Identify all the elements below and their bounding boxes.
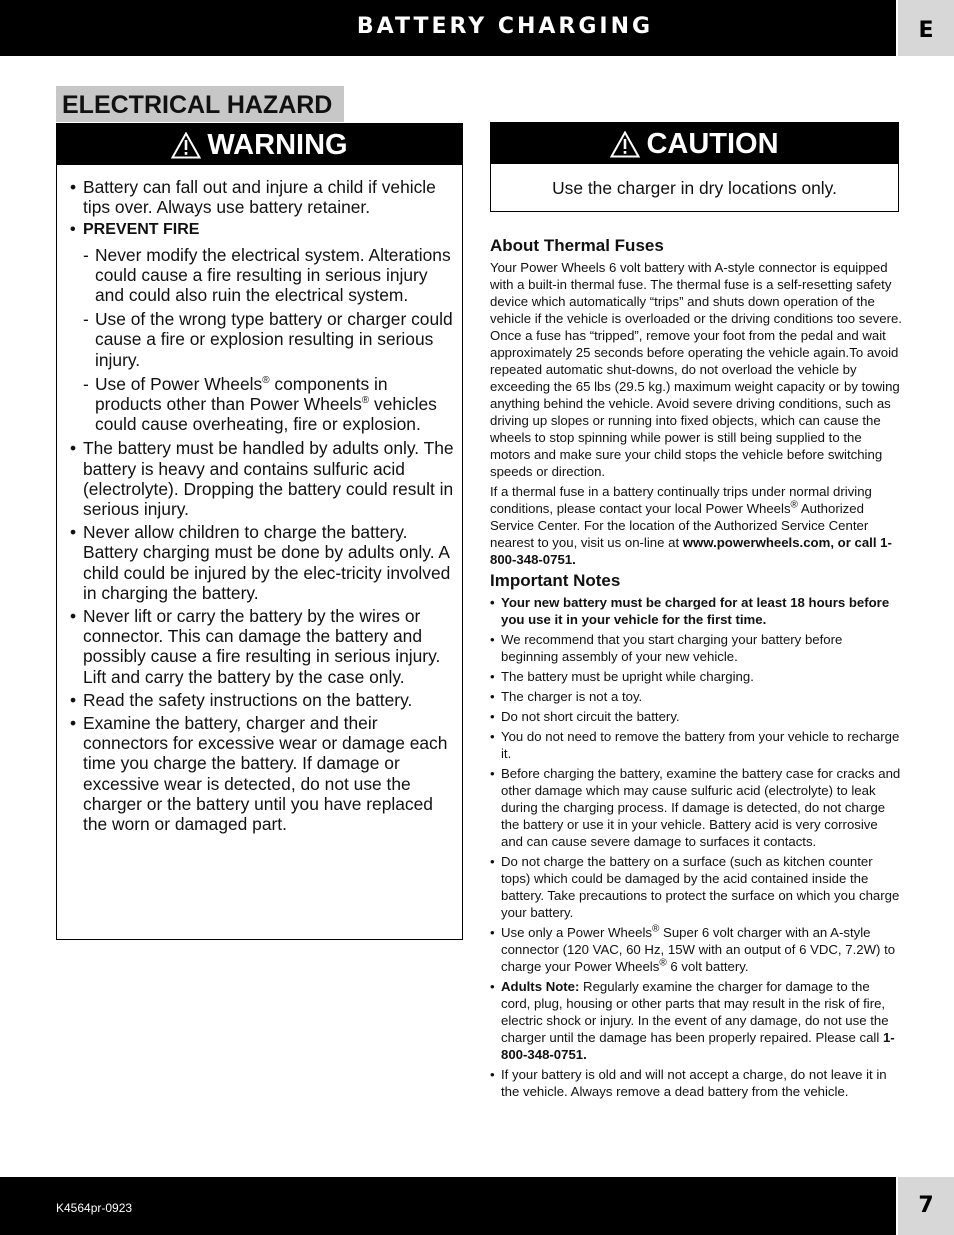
note-text: Your new battery must be charged for at least 18 hours before you use it in your vehicle for the first time. (501, 595, 890, 627)
warning-banner (57, 124, 462, 165)
note-text: Super 6 volt charger with an A-style connector (120 VAC, 60 Hz, 15W with an output of 6 VDC, 7.2W) to charge your Power Wheels (501, 925, 896, 974)
note-text: 6 volt battery. (666, 959, 749, 974)
page-number: 7 (898, 1177, 954, 1235)
note-text: Use only a Power Wheels (501, 925, 652, 940)
right-column (490, 236, 902, 1103)
dash-text: components in products other than Power Wheels (95, 373, 388, 415)
registered-mark: ® (659, 957, 667, 969)
note-item: • Your new battery must be charged for at least 18 hours before you use it in your vehicle for the first time. (490, 595, 890, 627)
warning-title: WARNING (207, 129, 348, 161)
contact-info: www.powerwheels.com, or call 1-800-348-0751. (490, 535, 892, 567)
caution-banner (491, 123, 898, 164)
note-item: • If your battery is old and will not accept a charge, do not leave it in the vehicle. Always remove a dead battery from the vehicle. (490, 1067, 887, 1099)
warning-bullet: • PREVENT FIRE (70, 221, 200, 239)
note-text: Regularly examine the charger for damage to the cord, plug, housing or other parts that may result in the risk of fire, electric shock or injury. In the event of any damage, do not use the charger until the damage has been properly repaired. Please call (501, 979, 889, 1045)
registered-mark: ® (652, 923, 660, 935)
thermal-paragraph: Your Power Wheels 6 volt battery with A-style connector is equipped with a built-in thermal fuse. The thermal fuse is a self-resetting safety device which automatically “trips” and shuts down operation of the vehicle if the vehicle is overloaded or the driving conditions too severe. Once a fuse has “tripped”, remove your foot from the pedal and wait approximately 25 seconds before operating the vehicle again.To avoid repeated automatic shut-downs, do not overload the vehicle by exceeding the 65 lbs (29.5 kg.) maximum weight capacity or by towing anything behind the vehicle. Avoid severe driving conditions, such as driving up slopes or running into fixed objects, which can cause the wheels to stop spinning while power is still being supplied to the motors and make sure your child stops the vehicle before switching speeds or direction. (490, 260, 902, 479)
bullet-text: Examine the battery, charger and their connectors for excessive wear or damage each time you charge the battery. If damage or excessive wear is detected, do not use the charger or the battery until you have replaced the worn or damaged part. (83, 713, 448, 835)
bullet-text: Read the safety instructions on the battery. (83, 689, 413, 710)
note-item: • Before charging the battery, examine the battery case for cracks and other damage which may cause sulfuric acid (electrolyte) to leak during the charging process. If damage is detected, do not charge the battery or use it in your vehicle. Battery acid is very corrosive and can cause severe damage to surfaces it contacts. (490, 766, 901, 849)
registered-mark: ® (262, 375, 270, 387)
bullet-text: Never allow children to charge the battery. Battery charging must be done by adults only. A child could be injured by the elec-tricity involved in charging the battery. (83, 522, 451, 603)
note-text: You do not need to remove the battery from your vehicle to recharge it. (501, 729, 900, 761)
registered-mark: ® (790, 499, 798, 511)
note-text: Before charging the battery, examine the battery case for cracks and other damage which may cause sulfuric acid (electrolyte) to leak during the charging process. If damage is detected, do not charge the battery or use it in your vehicle. Battery acid is very corrosive and can cause severe damage to surfaces it contacts. (501, 766, 901, 849)
phone-number: 1-800-348-0751. (501, 1030, 895, 1062)
registered-mark: ® (361, 395, 370, 407)
para-text: Authorized Service Center. For the location of the Authorized Service Center nearest to you, visit us on-line at (490, 501, 869, 550)
warning-bullet: • Never allow children to charge the battery. Battery charging must be done by adults only. A child could be injured by the elec-tricity involved in charging the battery. (70, 522, 451, 603)
note-text: Do not short circuit the battery. (501, 709, 680, 724)
bullet-text: Never lift or carry the battery by the wires or connector. This can damage the battery and possibly cause a fire resulting in serious injury. Lift and carry the battery by the case only. (83, 606, 441, 687)
footer-bar (0, 1177, 896, 1235)
note-item: • The charger is not a toy. (490, 689, 643, 704)
note-text: The battery must be upright while charging. (501, 669, 754, 684)
para-text: If a thermal fuse in a battery continually trips under normal driving conditions, please contact your local Power Wheels (490, 484, 872, 516)
language-tab: E (898, 0, 954, 56)
warning-dash-item: - Use of Power Wheels® components in products other than Power Wheels® vehicles could cause overheating, fire or explosion. (83, 373, 437, 435)
note-item: • Do not short circuit the battery. (490, 709, 680, 724)
note-text: If your battery is old and will not accept a charge, do not leave it in the vehicle. Always remove a dead battery from the vehicle. (501, 1067, 887, 1099)
warning-dash-item: - Use of the wrong type battery or charger could cause a fire or explosion resulting in serious injury. (83, 309, 453, 370)
warning-content (57, 165, 462, 834)
bullet-text: Battery can fall out and injure a child if vehicle tips over. Always use battery retainer. (83, 177, 436, 218)
document-code: K4564pr-0923 (56, 1201, 133, 1215)
caution-title: CAUTION (646, 128, 779, 160)
note-text: Do not charge the battery on a surface (such as kitchen counter tops) which could be damaged by the acid contained inside the battery. Take precautions to protect the surface on which you charge your battery. (501, 854, 900, 920)
warning-box (56, 123, 463, 940)
warning-bullet: • Never lift or carry the battery by the wires or connector. This can damage the battery and possibly cause a fire resulting in serious injury. Lift and carry the battery by the case only. (70, 606, 441, 687)
caution-triangle-icon (610, 131, 640, 158)
note-item: • We recommend that you start charging your battery before beginning assembly of your new vehicle. (490, 632, 843, 664)
prevent-fire-heading: PREVENT FIRE (83, 221, 200, 239)
warning-bullet: • Battery can fall out and injure a child if vehicle tips over. Always use battery retainer. (70, 177, 436, 218)
note-item: • Adults Note: Regularly examine the charger for damage to the cord, plug, housing or other parts that may result in the risk of fire, electric shock or injury. In the event of any damage, do not use the charger until the damage has been properly repaired. Please call 1-800-348-0751. (490, 979, 895, 1062)
adults-note-label: Adults Note: (501, 979, 580, 994)
note-item: • You do not need to remove the battery from your vehicle to recharge it. (490, 729, 900, 761)
note-item: • The battery must be upright while charging. (490, 669, 754, 684)
hazard-label: ELECTRICAL HAZARD (56, 86, 344, 122)
note-text: We recommend that you start charging your battery before beginning assembly of your new vehicle. (501, 632, 843, 664)
note-text: The charger is not a toy. (501, 689, 643, 704)
notes-heading: Important Notes (490, 571, 621, 590)
note-item: • Use only a Power Wheels® Super 6 volt charger with an A-style connector (120 VAC, 60 Hz, 15W with an output of 6 VDC, 7.2W) to charge your Power Wheels® 6 volt battery. (490, 923, 896, 974)
warning-bullet: • Examine the battery, charger and their connectors for excessive wear or damage each time you charge the battery. If damage or excessive wear is detected, do not use the charger or the battery until you have replaced the worn or damaged part. (70, 713, 448, 835)
warning-bullet: • Read the safety instructions on the battery. (70, 689, 413, 710)
header-bar (0, 0, 896, 56)
dash-text: Use of the wrong type battery or charger could cause a fire or explosion resulting in serious injury. (95, 309, 453, 370)
bullet-text: The battery must be handled by adults only. The battery is heavy and contains sulfuric acid (electrolyte). Dropping the battery could result in serious injury. (83, 438, 454, 520)
caution-text: Use the charger in dry locations only. (552, 178, 837, 198)
warning-triangle-icon (171, 132, 201, 159)
note-item: • Do not charge the battery on a surface (such as kitchen counter tops) which could be damaged by the acid contained inside the battery. Take precautions to protect the surface on which you charge your battery. (490, 854, 900, 920)
caution-box (490, 122, 899, 212)
section-title: BATTERY CHARGING (356, 14, 654, 39)
warning-dash-item: - Never modify the electrical system. Alterations could cause a fire resulting in serious injury and could also ruin the electrical system. (83, 244, 451, 306)
thermal-paragraph (490, 483, 902, 568)
dash-text: Never modify the electrical system. Alterations could cause a fire resulting in serious injury and could also ruin the electrical system. (95, 244, 451, 306)
dash-text: Use of Power Wheels (95, 373, 263, 394)
warning-bullet: • The battery must be handled by adults only. The battery is heavy and contains sulfuric acid (electrolyte). Dropping the battery could result in serious injury. (70, 438, 454, 520)
thermal-heading: About Thermal Fuses (490, 236, 664, 255)
dash-text: vehicles could cause overheating, fire or explosion. (95, 394, 437, 435)
